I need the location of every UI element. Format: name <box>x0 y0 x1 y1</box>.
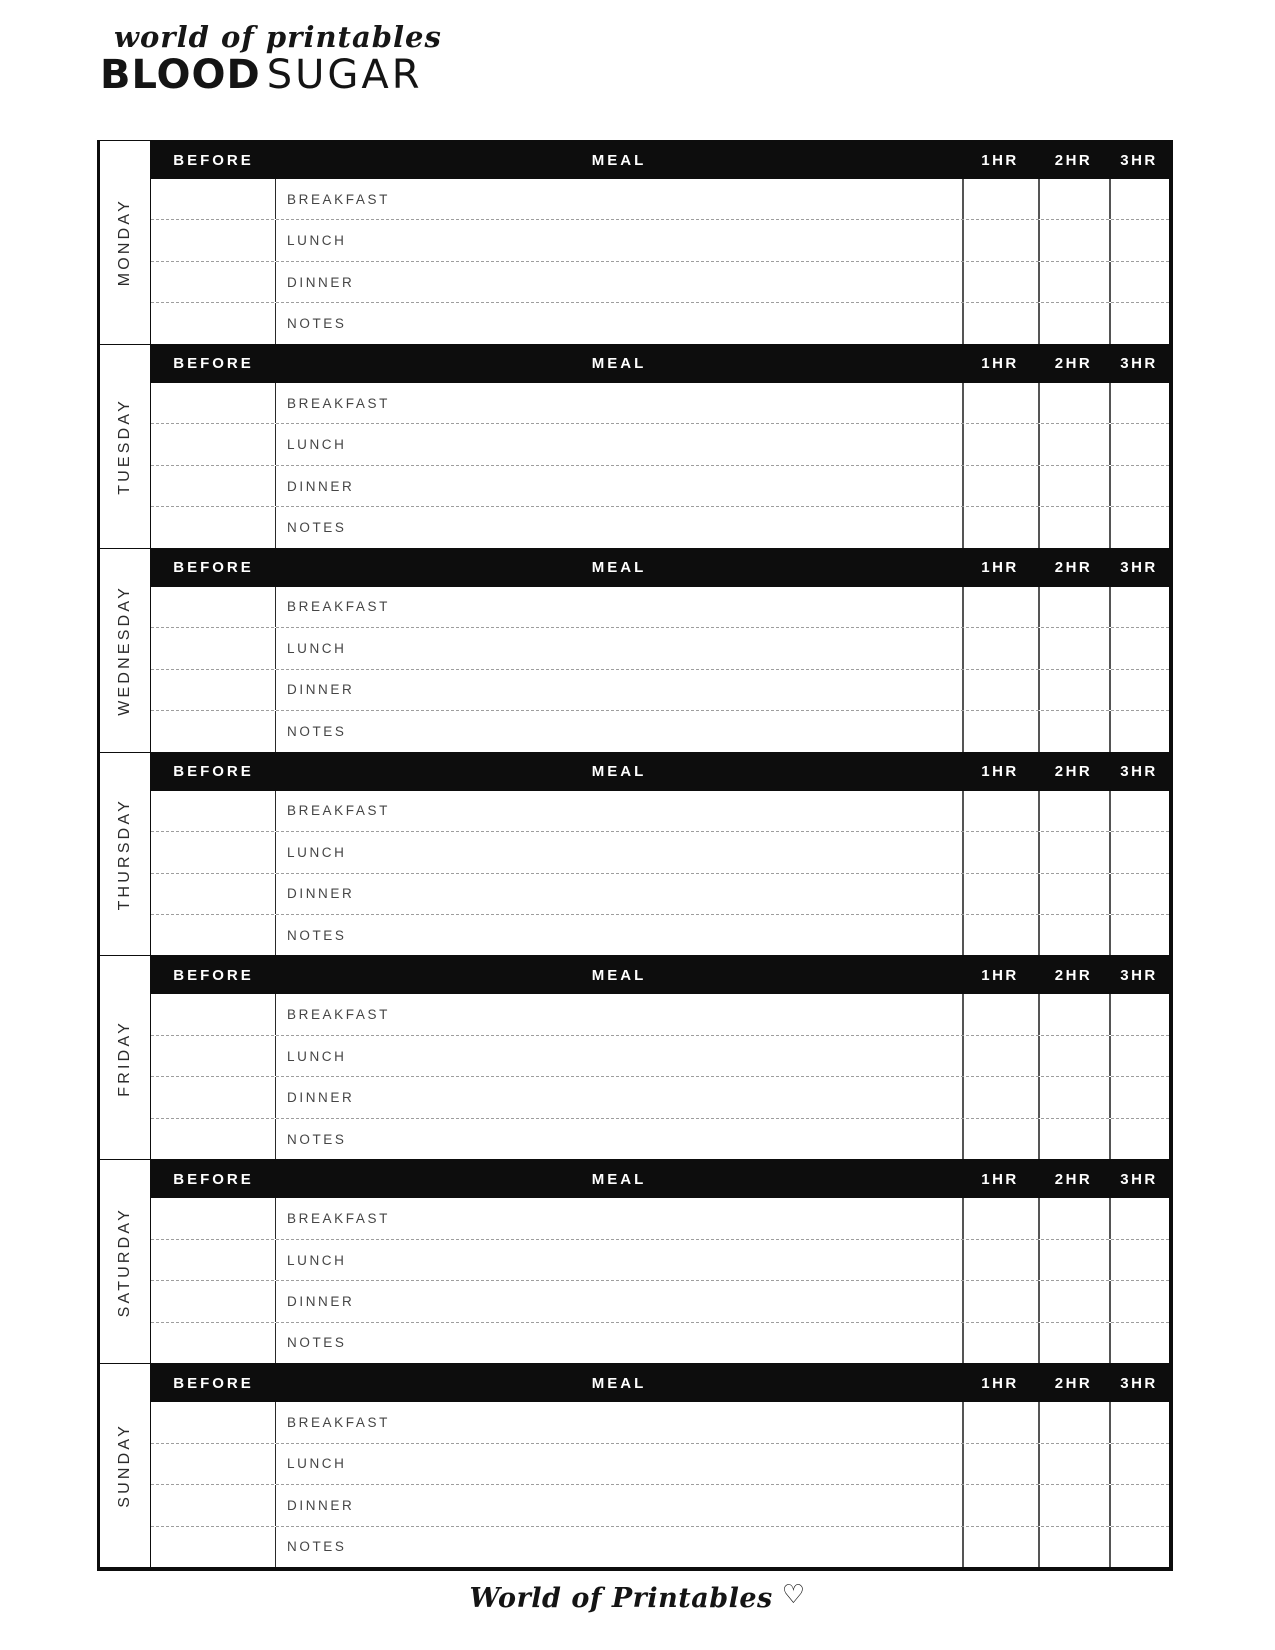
before-value-cell <box>151 1485 276 1525</box>
section-header-bar <box>151 1160 1169 1198</box>
col-header-meal: MEAL <box>591 151 647 169</box>
meal-value-cell <box>276 1402 962 1442</box>
row-label-dinner: DINNER <box>287 886 355 902</box>
col-header-meal: MEAL <box>591 1374 647 1392</box>
hr3-value-cell <box>1109 587 1169 627</box>
hr2-value-cell <box>1038 1077 1109 1117</box>
meal-value-cell <box>276 832 962 872</box>
hr1-value-cell <box>962 628 1038 668</box>
row-breakfast <box>151 791 1169 831</box>
day-label-cell-wednesday <box>100 549 151 752</box>
day-section-body <box>151 549 1169 752</box>
meal-value-cell <box>276 262 962 302</box>
col-header-3hr: 3HR <box>1120 559 1158 577</box>
day-section-body <box>151 345 1169 548</box>
row-label-lunch: LUNCH <box>287 437 347 453</box>
hr2-value-cell <box>1038 1402 1109 1442</box>
hr2-value-cell <box>1038 1036 1109 1076</box>
hr1-value-cell <box>962 791 1038 831</box>
col-header-2hr: 2HR <box>1054 151 1093 169</box>
row-label-dinner: DINNER <box>287 1497 355 1513</box>
day-label-friday: FRIDAY <box>116 1019 133 1097</box>
row-label-breakfast: BREAKFAST <box>287 395 390 411</box>
row-lunch <box>151 219 1169 260</box>
meal-value-cell <box>276 179 962 219</box>
row-label-lunch: LUNCH <box>287 233 347 249</box>
day-section-friday <box>100 955 1169 1159</box>
hr2-value-cell <box>1038 1281 1109 1321</box>
hr2-value-cell <box>1038 262 1109 302</box>
meal-value-cell <box>276 670 962 710</box>
hr1-value-cell <box>962 1444 1038 1484</box>
meal-value-cell <box>276 507 962 547</box>
row-label-lunch: LUNCH <box>287 640 347 656</box>
meal-value-cell <box>276 1198 962 1238</box>
hr3-value-cell <box>1109 915 1169 955</box>
hr3-value-cell <box>1109 1485 1169 1525</box>
hr3-value-cell <box>1109 179 1169 219</box>
hr3-value-cell <box>1109 791 1169 831</box>
col-header-1hr: 1HR <box>981 966 1019 984</box>
hr2-value-cell <box>1038 1240 1109 1280</box>
footer-brand <box>0 1580 1275 1614</box>
day-section-monday <box>100 140 1169 344</box>
hr3-value-cell <box>1109 711 1169 751</box>
day-section-body <box>151 1364 1169 1567</box>
row-breakfast <box>151 1402 1169 1442</box>
row-dinner <box>151 669 1169 710</box>
before-value-cell <box>151 424 276 464</box>
heart-icon: ♡ <box>781 1580 806 1610</box>
hr1-value-cell <box>962 466 1038 506</box>
meal-value-cell <box>276 1077 962 1117</box>
col-header-3hr: 3HR <box>1120 1374 1158 1392</box>
hr1-value-cell <box>962 383 1038 423</box>
hr3-value-cell <box>1109 1323 1169 1363</box>
row-lunch <box>151 627 1169 668</box>
row-label-notes: NOTES <box>287 316 347 332</box>
col-header-before: BEFORE <box>173 1170 254 1188</box>
hr1-value-cell <box>962 587 1038 627</box>
before-value-cell <box>151 1036 276 1076</box>
before-value-cell <box>151 1198 276 1238</box>
col-header-before: BEFORE <box>173 355 254 373</box>
row-label-lunch: LUNCH <box>287 1252 347 1268</box>
meal-value-cell <box>276 1119 962 1159</box>
day-section-body <box>151 956 1169 1159</box>
hr2-value-cell <box>1038 303 1109 343</box>
section-header-bar <box>151 956 1169 994</box>
day-section-saturday <box>100 1159 1169 1363</box>
row-lunch <box>151 1239 1169 1280</box>
day-label-tuesday: TUESDAY <box>116 397 133 495</box>
row-label-dinner: DINNER <box>287 274 355 290</box>
hr2-value-cell <box>1038 711 1109 751</box>
hr1-value-cell <box>962 1036 1038 1076</box>
hr1-value-cell <box>962 303 1038 343</box>
row-dinner <box>151 1076 1169 1117</box>
title-word-sugar: SUGAR <box>266 51 423 98</box>
hr1-value-cell <box>962 1240 1038 1280</box>
before-value-cell <box>151 1527 276 1567</box>
col-header-2hr: 2HR <box>1054 1170 1093 1188</box>
row-label-breakfast: BREAKFAST <box>287 803 390 819</box>
row-lunch <box>151 423 1169 464</box>
hr3-value-cell <box>1109 1402 1169 1442</box>
meal-value-cell <box>276 303 962 343</box>
section-header-bar <box>151 549 1169 587</box>
before-value-cell <box>151 1323 276 1363</box>
col-header-1hr: 1HR <box>981 151 1019 169</box>
row-dinner <box>151 1280 1169 1321</box>
section-header-bar <box>151 1364 1169 1402</box>
hr3-value-cell <box>1109 1119 1169 1159</box>
row-label-notes: NOTES <box>287 1131 347 1147</box>
before-value-cell <box>151 1240 276 1280</box>
before-value-cell <box>151 874 276 914</box>
before-value-cell <box>151 220 276 260</box>
meal-value-cell <box>276 628 962 668</box>
col-header-before: BEFORE <box>173 763 254 781</box>
day-section-wednesday <box>100 548 1169 752</box>
hr1-value-cell <box>962 179 1038 219</box>
before-value-cell <box>151 262 276 302</box>
meal-value-cell <box>276 1323 962 1363</box>
meal-value-cell <box>276 874 962 914</box>
day-section-body <box>151 141 1169 344</box>
meal-value-cell <box>276 915 962 955</box>
hr2-value-cell <box>1038 507 1109 547</box>
before-value-cell <box>151 670 276 710</box>
row-label-dinner: DINNER <box>287 478 355 494</box>
before-value-cell <box>151 994 276 1034</box>
meal-value-cell <box>276 1444 962 1484</box>
col-header-1hr: 1HR <box>981 1170 1019 1188</box>
row-label-notes: NOTES <box>287 723 347 739</box>
day-label-saturday: SATURDAY <box>116 1206 133 1317</box>
before-value-cell <box>151 832 276 872</box>
hr3-value-cell <box>1109 424 1169 464</box>
day-section-body <box>151 753 1169 956</box>
row-lunch <box>151 831 1169 872</box>
before-value-cell <box>151 915 276 955</box>
hr2-value-cell <box>1038 994 1109 1034</box>
row-lunch <box>151 1443 1169 1484</box>
row-dinner <box>151 261 1169 302</box>
col-header-2hr: 2HR <box>1054 966 1093 984</box>
row-breakfast <box>151 587 1169 627</box>
hr1-value-cell <box>962 994 1038 1034</box>
col-header-2hr: 2HR <box>1054 355 1093 373</box>
meal-value-cell <box>276 424 962 464</box>
hr3-value-cell <box>1109 1198 1169 1238</box>
row-label-notes: NOTES <box>287 1335 347 1351</box>
hr2-value-cell <box>1038 383 1109 423</box>
row-lunch <box>151 1035 1169 1076</box>
hr2-value-cell <box>1038 1323 1109 1363</box>
col-header-3hr: 3HR <box>1120 355 1158 373</box>
before-value-cell <box>151 466 276 506</box>
hr2-value-cell <box>1038 832 1109 872</box>
page-title <box>100 51 442 98</box>
hr2-value-cell <box>1038 1485 1109 1525</box>
col-header-before: BEFORE <box>173 151 254 169</box>
meal-value-cell <box>276 994 962 1034</box>
meal-value-cell <box>276 1281 962 1321</box>
hr1-value-cell <box>962 507 1038 547</box>
hr1-value-cell <box>962 1527 1038 1567</box>
hr1-value-cell <box>962 711 1038 751</box>
hr1-value-cell <box>962 1323 1038 1363</box>
hr1-value-cell <box>962 832 1038 872</box>
day-label-sunday: SUNDAY <box>116 1423 133 1508</box>
hr3-value-cell <box>1109 874 1169 914</box>
row-label-breakfast: BREAKFAST <box>287 1211 390 1227</box>
row-notes <box>151 506 1169 547</box>
meal-value-cell <box>276 711 962 751</box>
meal-value-cell <box>276 466 962 506</box>
hr2-value-cell <box>1038 1444 1109 1484</box>
row-label-dinner: DINNER <box>287 1090 355 1106</box>
day-label-cell-monday <box>100 141 151 344</box>
col-header-meal: MEAL <box>591 966 647 984</box>
row-label-breakfast: BREAKFAST <box>287 191 390 207</box>
row-breakfast <box>151 383 1169 423</box>
hr1-value-cell <box>962 1485 1038 1525</box>
row-label-dinner: DINNER <box>287 682 355 698</box>
row-notes <box>151 914 1169 955</box>
col-header-2hr: 2HR <box>1054 1374 1093 1392</box>
row-breakfast <box>151 994 1169 1034</box>
day-section-sunday <box>100 1363 1169 1567</box>
hr1-value-cell <box>962 262 1038 302</box>
meal-value-cell <box>276 383 962 423</box>
col-header-3hr: 3HR <box>1120 1170 1158 1188</box>
hr2-value-cell <box>1038 466 1109 506</box>
col-header-3hr: 3HR <box>1120 966 1158 984</box>
row-breakfast <box>151 179 1169 219</box>
brand-script-text: world of printables <box>114 20 442 54</box>
hr2-value-cell <box>1038 1198 1109 1238</box>
day-label-cell-saturday <box>100 1160 151 1363</box>
section-header-bar <box>151 141 1169 179</box>
hr1-value-cell <box>962 874 1038 914</box>
hr3-value-cell <box>1109 832 1169 872</box>
row-label-notes: NOTES <box>287 520 347 535</box>
row-label-lunch: LUNCH <box>287 844 347 860</box>
col-header-3hr: 3HR <box>1120 763 1158 781</box>
col-header-3hr: 3HR <box>1120 151 1158 169</box>
hr3-value-cell <box>1109 670 1169 710</box>
day-section-tuesday <box>100 344 1169 548</box>
day-label-monday: MONDAY <box>116 198 133 287</box>
row-label-lunch: LUNCH <box>287 1048 347 1064</box>
before-value-cell <box>151 1444 276 1484</box>
hr3-value-cell <box>1109 1281 1169 1321</box>
meal-value-cell <box>276 1240 962 1280</box>
hr3-value-cell <box>1109 1077 1169 1117</box>
before-value-cell <box>151 628 276 668</box>
col-header-1hr: 1HR <box>981 355 1019 373</box>
day-section-thursday <box>100 752 1169 956</box>
hr3-value-cell <box>1109 1240 1169 1280</box>
row-notes <box>151 1322 1169 1363</box>
col-header-2hr: 2HR <box>1054 559 1093 577</box>
hr3-value-cell <box>1109 507 1169 547</box>
before-value-cell <box>151 507 276 547</box>
hr1-value-cell <box>962 915 1038 955</box>
before-value-cell <box>151 303 276 343</box>
row-label-notes: NOTES <box>287 1539 347 1555</box>
hr3-value-cell <box>1109 383 1169 423</box>
logo-header <box>100 22 442 96</box>
hr3-value-cell <box>1109 1527 1169 1567</box>
row-dinner <box>151 1484 1169 1525</box>
row-notes <box>151 1118 1169 1159</box>
before-value-cell <box>151 179 276 219</box>
day-label-thursday: THURSDAY <box>116 797 133 911</box>
row-label-dinner: DINNER <box>287 1293 355 1309</box>
col-header-before: BEFORE <box>173 966 254 984</box>
hr1-value-cell <box>962 670 1038 710</box>
col-header-1hr: 1HR <box>981 1374 1019 1392</box>
row-label-breakfast: BREAKFAST <box>287 1414 390 1430</box>
day-label-cell-sunday <box>100 1364 151 1567</box>
hr3-value-cell <box>1109 1036 1169 1076</box>
hr2-value-cell <box>1038 915 1109 955</box>
day-label-cell-tuesday <box>100 345 151 548</box>
row-notes <box>151 1526 1169 1567</box>
row-label-notes: NOTES <box>287 927 347 943</box>
row-notes <box>151 302 1169 343</box>
hr2-value-cell <box>1038 791 1109 831</box>
hr1-value-cell <box>962 424 1038 464</box>
row-label-breakfast: BREAKFAST <box>287 1007 390 1023</box>
hr2-value-cell <box>1038 628 1109 668</box>
before-value-cell <box>151 1077 276 1117</box>
col-header-meal: MEAL <box>591 763 647 781</box>
before-value-cell <box>151 711 276 751</box>
row-breakfast <box>151 1198 1169 1238</box>
day-label-wednesday: WEDNESDAY <box>116 584 133 716</box>
hr1-value-cell <box>962 1119 1038 1159</box>
col-header-meal: MEAL <box>591 355 647 373</box>
before-value-cell <box>151 383 276 423</box>
hr2-value-cell <box>1038 424 1109 464</box>
hr3-value-cell <box>1109 1444 1169 1484</box>
col-header-1hr: 1HR <box>981 763 1019 781</box>
hr2-value-cell <box>1038 670 1109 710</box>
meal-value-cell <box>276 220 962 260</box>
hr3-value-cell <box>1109 220 1169 260</box>
hr2-value-cell <box>1038 220 1109 260</box>
hr1-value-cell <box>962 1281 1038 1321</box>
hr3-value-cell <box>1109 628 1169 668</box>
before-value-cell <box>151 587 276 627</box>
col-header-2hr: 2HR <box>1054 763 1093 781</box>
title-word-blood: BLOOD <box>100 51 261 98</box>
day-label-cell-thursday <box>100 753 151 956</box>
hr2-value-cell <box>1038 587 1109 627</box>
hr1-value-cell <box>962 1402 1038 1442</box>
before-value-cell <box>151 791 276 831</box>
row-label-breakfast: BREAKFAST <box>287 599 390 615</box>
meal-value-cell <box>276 1527 962 1567</box>
hr2-value-cell <box>1038 874 1109 914</box>
footer-brand-text: World of Printables <box>469 1583 773 1614</box>
col-header-meal: MEAL <box>591 1170 647 1188</box>
hr2-value-cell <box>1038 1527 1109 1567</box>
before-value-cell <box>151 1402 276 1442</box>
row-label-lunch: LUNCH <box>287 1456 347 1472</box>
meal-value-cell <box>276 791 962 831</box>
row-dinner <box>151 873 1169 914</box>
hr2-value-cell <box>1038 179 1109 219</box>
hr3-value-cell <box>1109 262 1169 302</box>
col-header-meal: MEAL <box>591 559 647 577</box>
hr1-value-cell <box>962 220 1038 260</box>
blood-sugar-tracker-table <box>97 140 1173 1571</box>
hr2-value-cell <box>1038 1119 1109 1159</box>
col-header-before: BEFORE <box>173 559 254 577</box>
meal-value-cell <box>276 1036 962 1076</box>
hr1-value-cell <box>962 1077 1038 1117</box>
section-header-bar <box>151 753 1169 791</box>
col-header-1hr: 1HR <box>981 559 1019 577</box>
hr3-value-cell <box>1109 303 1169 343</box>
meal-value-cell <box>276 587 962 627</box>
hr3-value-cell <box>1109 994 1169 1034</box>
section-header-bar <box>151 345 1169 383</box>
day-section-body <box>151 1160 1169 1363</box>
before-value-cell <box>151 1119 276 1159</box>
hr3-value-cell <box>1109 466 1169 506</box>
hr1-value-cell <box>962 1198 1038 1238</box>
day-label-cell-friday <box>100 956 151 1159</box>
row-dinner <box>151 465 1169 506</box>
row-notes <box>151 710 1169 751</box>
col-header-before: BEFORE <box>173 1374 254 1392</box>
before-value-cell <box>151 1281 276 1321</box>
meal-value-cell <box>276 1485 962 1525</box>
